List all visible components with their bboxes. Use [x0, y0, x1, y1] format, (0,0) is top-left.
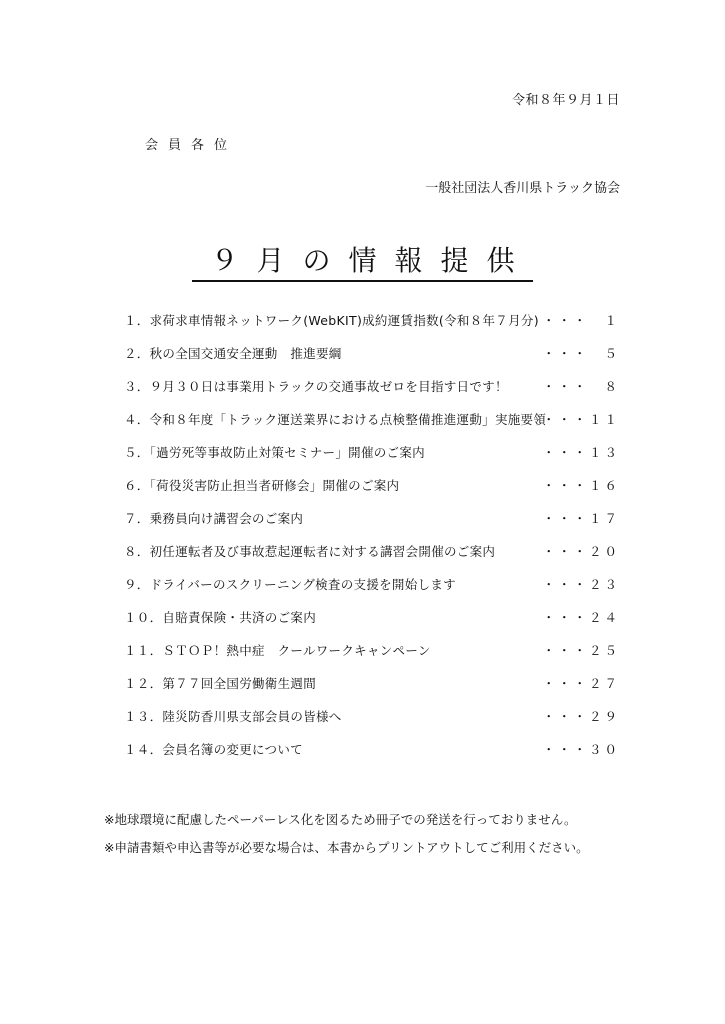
document-date: 令和８年９月１日 — [511, 93, 620, 108]
toc-item — [0, 310, 725, 332]
toc-item-label: １４．会員名簿の変更について — [124, 742, 303, 757]
toc-item-page: ・・・ １ — [542, 313, 620, 328]
toc-item-label: ２．秋の全国交通安全運動 推進要綱 — [124, 346, 342, 361]
toc-item-label: ７．乗務員向け講習会のご案内 — [124, 511, 304, 526]
toc-item — [0, 640, 725, 662]
footnotes — [104, 806, 589, 862]
toc-item — [0, 541, 725, 563]
toc-item-page: ・・・２０ — [542, 544, 620, 559]
toc-item-label: １３．陸災防香川県支部会員の皆様へ — [124, 709, 342, 724]
toc-item-page: ・・・２９ — [542, 709, 620, 724]
toc-item-page: ・・・１７ — [542, 511, 620, 526]
toc-item — [0, 706, 725, 728]
document-title: ９月の情報提供 — [192, 244, 532, 282]
toc-item — [0, 475, 725, 497]
toc-item — [0, 508, 725, 530]
toc-item — [0, 739, 725, 761]
recipient-line: 会員各位 — [145, 138, 238, 153]
toc-item-label: ４．令和８年度「トラック運送業界における点検整備推進運動」実施要領 — [124, 412, 547, 427]
toc-item-label: １１．ＳＴＯＰ！熱中症 クールワークキャンペーン — [124, 643, 431, 658]
sender-organization: 一般社団法人香川県トラック協会 — [425, 181, 620, 196]
toc-item-page: ・・・２７ — [542, 676, 620, 691]
toc-item — [0, 409, 725, 431]
footnote: ※地球環境に配慮したペーパーレス化を図るため冊子での発送を行っておりません。 — [104, 812, 577, 827]
toc-item-page: ・・・１３ — [542, 445, 620, 460]
toc-item-page: ・・・ ８ — [542, 379, 620, 394]
toc-item-page: ・・・３０ — [542, 742, 620, 757]
toc-item — [0, 673, 725, 695]
footnote: ※申請書類や申込書等が必要な場合は、本書からプリントアウトしてご利用ください。 — [104, 840, 589, 855]
toc-item-label: ９．ドライバーのスクリーニング検査の支援を開始します — [124, 577, 456, 592]
toc-item — [0, 343, 725, 365]
toc-item-page: ・・・１６ — [542, 478, 620, 493]
toc-item-label: ５．「過労死等事故防止対策セミナー」開催のご案内 — [124, 445, 425, 460]
toc-item-label: １２．第７７回全国労働衛生週間 — [124, 676, 317, 691]
toc-item-label: ８．初任運転者及び事故惹起運転者に対する講習会開催のご案内 — [124, 544, 496, 559]
toc-item — [0, 574, 725, 596]
toc-item-label: ６．「荷役災害防止担当者研修会」開催のご案内 — [124, 478, 400, 493]
toc-item — [0, 376, 725, 398]
toc-item-page: ・・・１１ — [542, 412, 620, 427]
toc-item-page: ・・・２４ — [542, 610, 620, 625]
toc-item-page: ・・・２５ — [542, 643, 620, 658]
toc-item-label: １．求荷求車情報ネットワーク(WebKIT)成約運賃指数(令和８年７月分) — [124, 313, 539, 328]
toc-item-page: ・・・ ５ — [542, 346, 620, 361]
toc-item-page: ・・・２３ — [542, 577, 620, 592]
toc-item — [0, 442, 725, 464]
toc-item-label: １０．自賠責保険・共済のご案内 — [124, 610, 317, 625]
toc-item — [0, 607, 725, 629]
toc-item-label: ３．９月３０日は事業用トラックの交通事故ゼロを目指す日です！ — [124, 379, 508, 394]
